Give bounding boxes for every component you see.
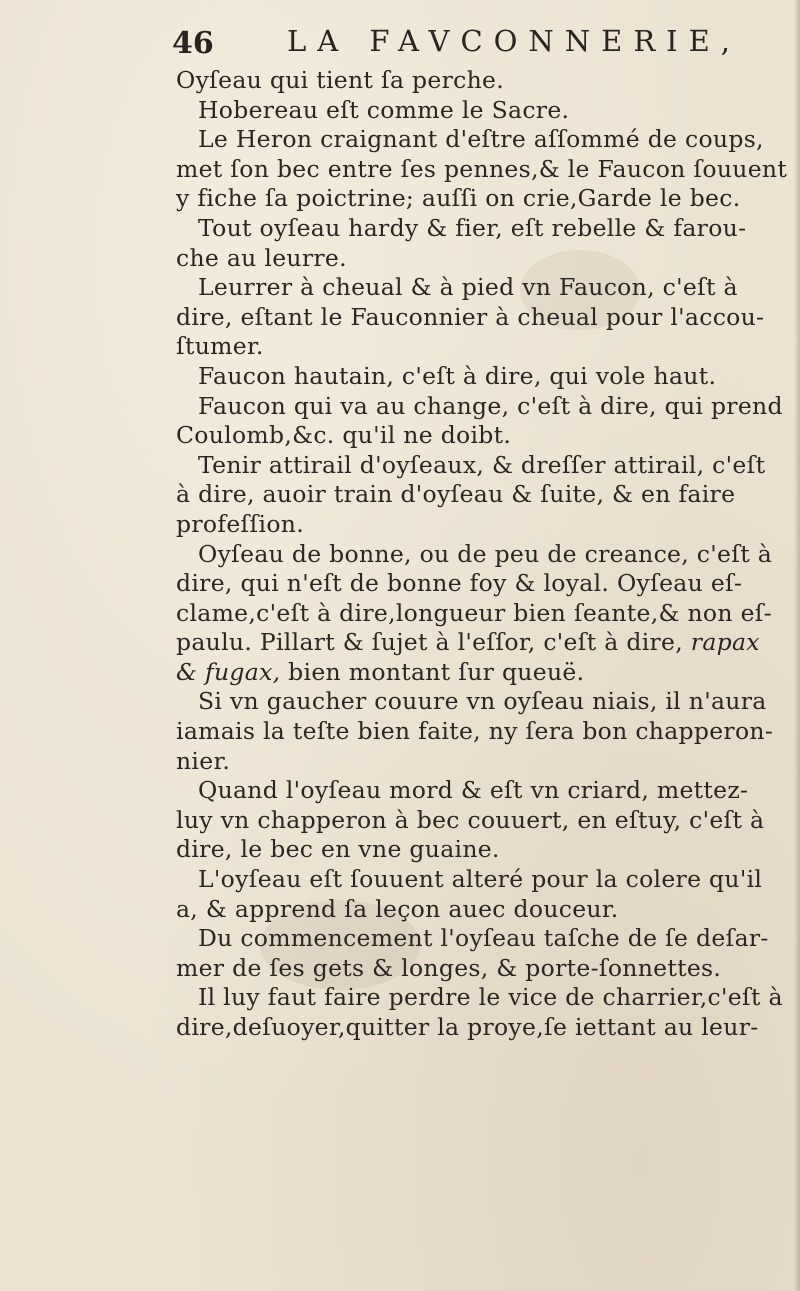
text-line: che au leurre. — [176, 243, 347, 272]
text-line: Si vn gaucher couure vn oyſeau niais, il n'aura — [198, 687, 767, 716]
page-number: 46 — [172, 26, 214, 61]
text-line: Oyſeau de bonne, ou de peu de creance, c'eſt à — [198, 539, 773, 568]
text-line: Leurrer à cheual & à pied vn Faucon, c'eſt à — [198, 273, 738, 302]
text-line: Tout oyſeau hardy & fier, eſt rebelle & farou- — [198, 213, 747, 242]
italic-latin: & fugax, — [176, 657, 281, 686]
text-line: ſtumer. — [176, 332, 264, 361]
text-line: y fiche ſa poictrine; auſſi on crie,Garde le bec. — [176, 184, 741, 213]
running-title: LA FAVCONNERIE, — [287, 24, 742, 58]
text-line: paulu. Pillart & ſujet à l'eſſor, c'eſt à dire, rapax — [176, 628, 760, 657]
text-line: Coulomb,&c. qu'il ne doibt. — [176, 421, 512, 450]
text-line: Hobereau eſt comme le Sacre. — [198, 95, 570, 124]
text-line: profeſſion. — [176, 509, 304, 538]
page-header — [172, 22, 742, 68]
text-line: clame,c'eſt à dire,longueur bien ſeante,& non eſ- — [176, 598, 773, 627]
text-line: Quand l'oyſeau mord & eſt vn criard, mettez- — [198, 776, 749, 805]
italic-latin: rapax — [690, 628, 760, 657]
text-line: Le Heron craignant d'eſtre aſſommé de coups, — [198, 125, 764, 154]
text-line: & fugax, bien montant ſur queuë. — [176, 657, 585, 686]
text-line: luy vn chapperon à bec couuert, en eſtuy, c'eſt à — [176, 805, 765, 834]
text-line: nier. — [176, 746, 231, 775]
text-line: Oyſeau qui tient ſa perche. — [176, 66, 504, 94]
text-line: iamais la teſte bien faite, ny ſera bon chapperon- — [176, 717, 774, 746]
text-line: met ſon bec entre ſes pennes,& le Faucon ſouuent — [176, 154, 788, 183]
text-line: L'oyſeau eſt ſouuent alteré pour la colere qu'il — [198, 865, 763, 894]
text-line: Il luy faut faire perdre le vice de charrier,c'eſt à — [198, 983, 783, 1012]
text-line: dire, eſtant le Fauconnier à cheual pour l'accou- — [176, 302, 765, 331]
text-line: Du commencement l'oyſeau taſche de ſe deſar- — [198, 924, 769, 953]
text-line: dire, qui n'eſt de bonne foy & loyal. Oyſeau eſ- — [176, 569, 743, 598]
text-line: Tenir attirail d'oyſeaux, & dreſſer attirail, c'eſt — [198, 450, 766, 479]
body-text — [176, 66, 800, 1043]
text-line: dire, le bec en vne guaine. — [176, 835, 500, 864]
text-line: Faucon qui va au change, c'eſt à dire, qui prend — [198, 391, 783, 420]
text-line: a, & apprend ſa leçon auec douceur. — [176, 894, 619, 923]
text-line: dire,deſuoyer,quitter la proye,ſe iettant au leur- — [176, 1013, 759, 1041]
text-line: Faucon hautain, c'eſt à dire, qui vole haut. — [198, 361, 717, 390]
text-line: à dire, auoir train d'oyſeau & ſuite, & en faire — [176, 480, 736, 509]
text-line: mer de ſes gets & longes, & porte-ſonnettes. — [176, 953, 722, 982]
